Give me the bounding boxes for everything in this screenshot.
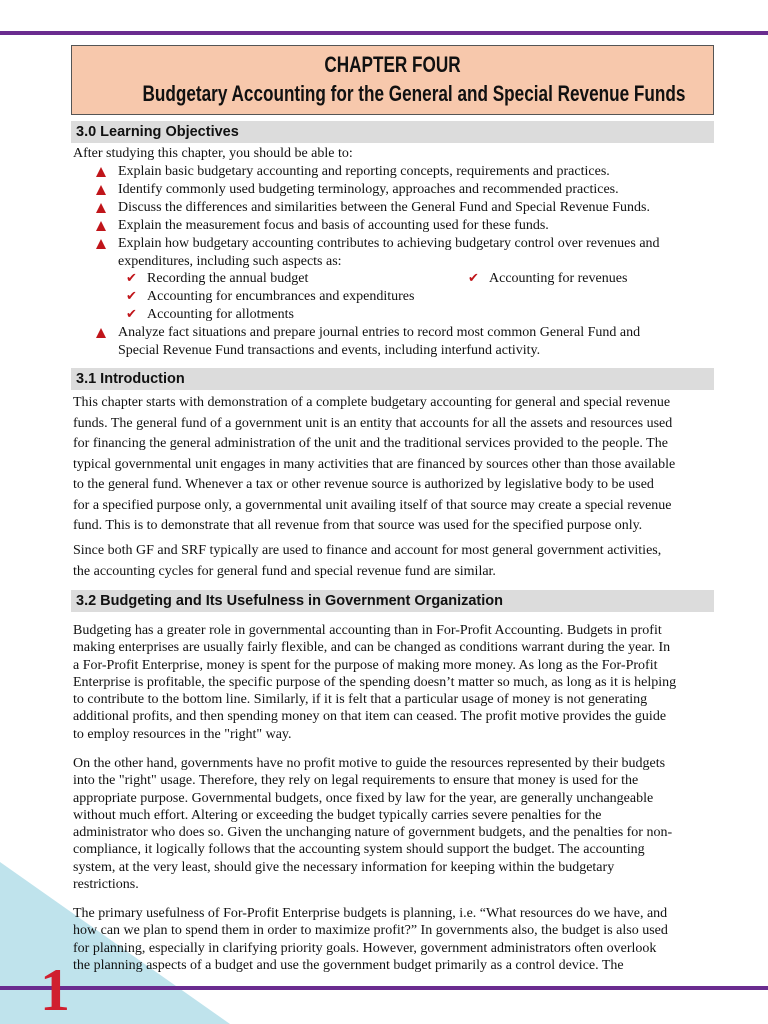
text-line: The primary usefulness of For-Profit Enterprise budgets is planning, i.e. “What resources do we have, and [73, 906, 668, 921]
text-line: Enterprise is profitable, the specific purpose of the spending doesn’t matter so much, as long as it is helping [73, 674, 677, 690]
text-line: into the "right" usage. Therefore, they rely on legal requirements to ensure that money is used for the [73, 773, 639, 789]
bullet-arrow-icon [96, 167, 106, 177]
bullet-arrow-icon [96, 328, 106, 338]
text-line: administrator who does so. Given the unchanging nature of government budgets, and the penalties for non- [73, 825, 673, 841]
bullet-arrow-icon [96, 221, 106, 231]
sub-objective-item: Accounting for encumbrances and expenditures [147, 289, 415, 304]
text-line: the planning aspects of a budget and use the government budget primarily as a control device. The [73, 957, 624, 973]
text-line: the accounting cycles for general fund and special revenue fund are similar. [73, 563, 496, 579]
text-line: for a specified purpose only, a governmental unit availing itself of that source may create a special revenue [73, 497, 672, 513]
checkmark-icon: ✔ [126, 289, 137, 304]
text-line: restrictions. [73, 877, 139, 893]
sub-objective-item: Accounting for allotments [147, 307, 294, 322]
text-line: Budgeting has a greater role in governmental accounting than in For-Profit Accounting. Budgets in profit [73, 623, 662, 638]
introduction-paragraph-2 [73, 541, 713, 582]
bullet-arrow-icon [96, 239, 106, 249]
text-line: to contribute to the bottom line. Similarly, if it is felt that a particular usage of money is not generating [73, 692, 648, 708]
objective-item: Discuss the differences and similarities between the General Fund and Special Revenue Funds. [118, 200, 650, 215]
text-line: fund. This is to demonstrate that all revenue from that source was used for the specified purpose only. [73, 518, 643, 533]
bullet-arrow-icon [96, 203, 106, 213]
sub-objective-item: Recording the annual budget [147, 271, 309, 286]
text-line: without much effort. Altering or exceeding the budget typically carries severe penalties for the [73, 807, 602, 823]
text-line: to the general fund. Whenever a tax or other revenue source is authorized by legislative body to be used [73, 477, 654, 492]
text-line: for financing the general administration of the unit and the traditional services provided to the people. The [73, 436, 668, 451]
text-line: appropriate purpose. Governmental budgets, once fixed by law for the year, are generally unchangeable [73, 790, 654, 806]
top-rule [0, 31, 768, 35]
text-line: compliance, it logically follows that the accounting system should support the budget. The accounting [73, 842, 645, 858]
chapter-title: Budgetary Accounting for the General and Special Revenue Funds [142, 81, 686, 106]
text-line: a For-Profit Enterprise, money is spent for the purpose of making more money. As long as the For-Profit [73, 657, 658, 673]
text-line: Since both GF and SRF typically are used to finance and account for most general government activities, [73, 543, 662, 558]
section-heading-3-1: 3.1 Introduction [71, 368, 714, 390]
text-line: On the other hand, governments have no profit motive to guide the resources represented by their budgets [73, 756, 666, 771]
introduction-paragraph [73, 393, 713, 537]
page-number: 1 [40, 957, 70, 1023]
budgeting-paragraph-2 [73, 755, 713, 893]
chapter-title-box [71, 45, 714, 115]
bullet-arrow-icon [96, 185, 106, 195]
text-line: to employ resources in the "right" way. [73, 726, 292, 742]
text-line: typical governmental unit engages in many activities that are financed by sources other than those available [73, 456, 676, 472]
checkmark-icon: ✔ [126, 307, 137, 322]
text-line: system, at the very least, should give the necessary information for keeping within the budgetary [73, 859, 615, 875]
text-line: for planning, especially in clarifying priority goals. However, government administrators often overlook [73, 940, 657, 956]
objective-item-continued: expenditures, including such aspects as: [118, 254, 342, 269]
objective-item: Explain how budgetary accounting contributes to achieving budgetary control over revenues and [118, 236, 660, 251]
objectives-intro: After studying this chapter, you should be able to: [73, 146, 353, 161]
text-line: This chapter starts with demonstration of a complete budgetary accounting for general and special revenue [73, 395, 671, 410]
bottom-rule [0, 986, 768, 990]
objective-item: Identify commonly used budgeting terminology, approaches and recommended practices. [118, 182, 619, 197]
objective-item: Analyze fact situations and prepare journal entries to record most common General Fund and [118, 325, 641, 340]
sub-objective-item: Accounting for revenues [489, 271, 628, 286]
objective-item: Explain the measurement focus and basis of accounting used for these funds. [118, 218, 549, 233]
objective-item-continued: Special Revenue Fund transactions and events, including interfund activity. [118, 343, 541, 358]
text-line: how can we plan to spend them in order to maximize profit?” In governments also, the budget is also used [73, 923, 668, 939]
budgeting-paragraph-3 [73, 905, 713, 974]
section-heading-3-2: 3.2 Budgeting and Its Usefulness in Government Organization [71, 590, 714, 612]
budgeting-paragraph-1 [73, 622, 713, 743]
chapter-label: CHAPTER FOUR [324, 52, 461, 77]
text-line: making enterprises are usually fairly flexible, and can be changed as conditions warrant during the year. In [73, 640, 671, 656]
checkmark-icon: ✔ [126, 271, 137, 286]
text-line: additional profits, and then spending money on that item can ceased. The profit motive provides the guide [73, 709, 667, 725]
text-line: funds. The general fund of a government unit is an entity that accounts for all the assets and resources used [73, 415, 673, 431]
objective-item: Explain basic budgetary accounting and reporting concepts, requirements and practices. [118, 164, 610, 179]
section-heading-3-0: 3.0 Learning Objectives [71, 121, 714, 143]
checkmark-icon: ✔ [468, 271, 479, 286]
